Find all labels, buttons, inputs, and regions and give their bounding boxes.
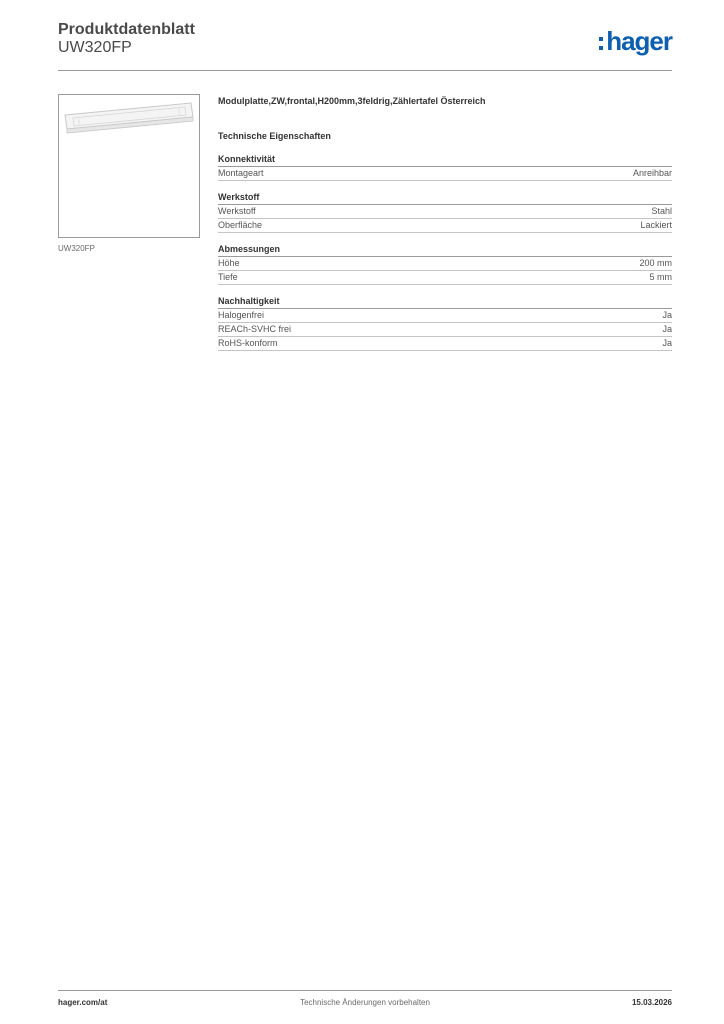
property-value: Lackiert [640,220,672,230]
property-label: Werkstoff [218,206,256,216]
page-footer [58,990,672,1011]
group-title: Konnektivität [218,153,672,167]
property-label: Tiefe [218,272,238,282]
property-row [218,205,672,219]
footer-disclaimer: Technische Änderungen vorbehalten [300,998,430,1007]
property-row [218,167,672,181]
logo-text: hager [606,26,672,56]
property-label: Halogenfrei [218,310,265,320]
page-header [58,20,672,71]
property-label: Höhe [218,258,240,268]
property-value: Ja [662,310,672,320]
property-value: 5 mm [649,272,672,282]
property-value: Ja [662,324,672,334]
property-label: Montageart [218,168,264,178]
product-code: UW320FP [58,39,132,56]
property-label: Oberfläche [218,220,263,230]
image-caption: UW320FP [58,244,95,253]
property-row [218,257,672,271]
property-label: RoHS-konform [218,338,278,348]
product-details [218,94,672,351]
property-row [218,323,672,337]
property-value: Stahl [651,206,672,216]
property-row [218,271,672,285]
product-description: Modulplatte,ZW,frontal,H200mm,3feldrig,Zählertafel Österreich [218,96,486,106]
property-value: Anreihbar [632,168,672,178]
property-group-material [218,191,672,233]
product-image [58,94,200,238]
property-group-sustainability [218,295,672,351]
property-label: REACh-SVHC frei [218,324,292,334]
group-title: Nachhaltigkeit [218,295,672,309]
footer-date: 15.03.2026 [631,998,672,1007]
module-plate-icon [59,95,199,237]
group-title: Werkstoff [218,191,672,205]
logo-dots-icon [599,37,603,50]
section-heading: Technische Eigenschaften [218,131,331,141]
property-row [218,309,672,323]
property-row [218,337,672,351]
hager-logo [599,26,672,57]
property-group-dimensions [218,243,672,285]
website-link[interactable]: hager.com/at [58,998,108,1007]
property-value: 200 mm [639,258,672,268]
document-title: Produktdatenblatt [58,21,195,38]
property-group-connectivity [218,153,672,181]
group-title: Abmessungen [218,243,672,257]
property-value: Ja [662,338,672,348]
property-row [218,219,672,233]
